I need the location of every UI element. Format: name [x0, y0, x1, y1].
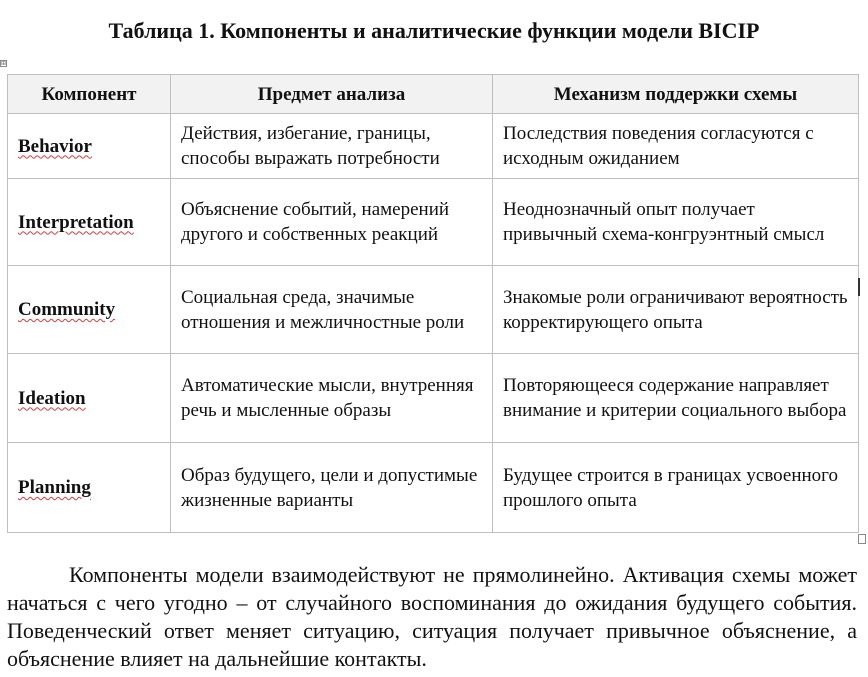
table-caption: Таблица 1. Компоненты и аналитические функции модели BICIP [108, 18, 760, 43]
table-move-handle[interactable]: ⊞ [1, 60, 7, 67]
component-cell[interactable] [8, 179, 171, 266]
mechanism-cell[interactable]: Повторяющееся содержание направляет внимание и критерии социального выбора [493, 354, 859, 443]
table-row [8, 179, 859, 266]
component-cell[interactable] [8, 114, 171, 179]
table-row [8, 114, 859, 179]
mechanism-cell[interactable]: Будущее строится в границах усвоенного прошлого опыта [493, 443, 859, 533]
mechanism-cell[interactable]: Последствия поведения согласуются с исходным ожиданием [493, 114, 859, 179]
component-cell[interactable] [8, 354, 171, 443]
table-row [8, 266, 859, 354]
component-name: Planning [18, 477, 91, 498]
table-row [8, 443, 859, 533]
mechanism-cell[interactable]: Неоднозначный опыт получает привычный схема-конгруэнтный смысл [493, 179, 859, 266]
components-table [7, 74, 859, 533]
column-resize-cursor[interactable] [858, 278, 860, 296]
component-cell[interactable] [8, 443, 171, 533]
component-name: Interpretation [18, 211, 134, 233]
table-row [8, 354, 859, 443]
table-header-row [8, 75, 859, 114]
header-mechanism[interactable]: Механизм поддержки схемы [493, 75, 859, 114]
table-resize-handle[interactable] [858, 534, 866, 544]
component-name: Ideation [18, 387, 86, 409]
subject-cell[interactable]: Социальная среда, значимые отношения и межличностные роли [171, 266, 493, 354]
subject-cell[interactable]: Автоматические мысли, внутренняя речь и мысленные образы [171, 354, 493, 443]
subject-cell[interactable]: Действия, избегание, границы, способы выражать потребности [171, 114, 493, 179]
mechanism-cell[interactable]: Знакомые роли ограничивают вероятность корректирующего опыта [493, 266, 859, 354]
component-cell[interactable] [8, 266, 171, 354]
component-name: Community [18, 299, 116, 320]
component-name: Behavior [18, 135, 92, 157]
subject-cell[interactable]: Объяснение событий, намерений другого и собственных реакций [171, 179, 493, 266]
header-component[interactable]: Компонент [8, 75, 171, 114]
body-paragraph[interactable]: Компоненты модели взаимодействуют не прямолинейно. Активация схемы может начаться с чего угодно – от случайного воспоминания до ожидания будущего события. Поведенческий ответ меняет ситуацию, ситуация получает привычное объяснение, а объяснение влияет на дальнейшие контакты. [7, 562, 857, 671]
subject-cell[interactable]: Образ будущего, цели и допустимые жизненные варианты [171, 443, 493, 533]
header-subject[interactable]: Предмет анализа [171, 75, 493, 114]
